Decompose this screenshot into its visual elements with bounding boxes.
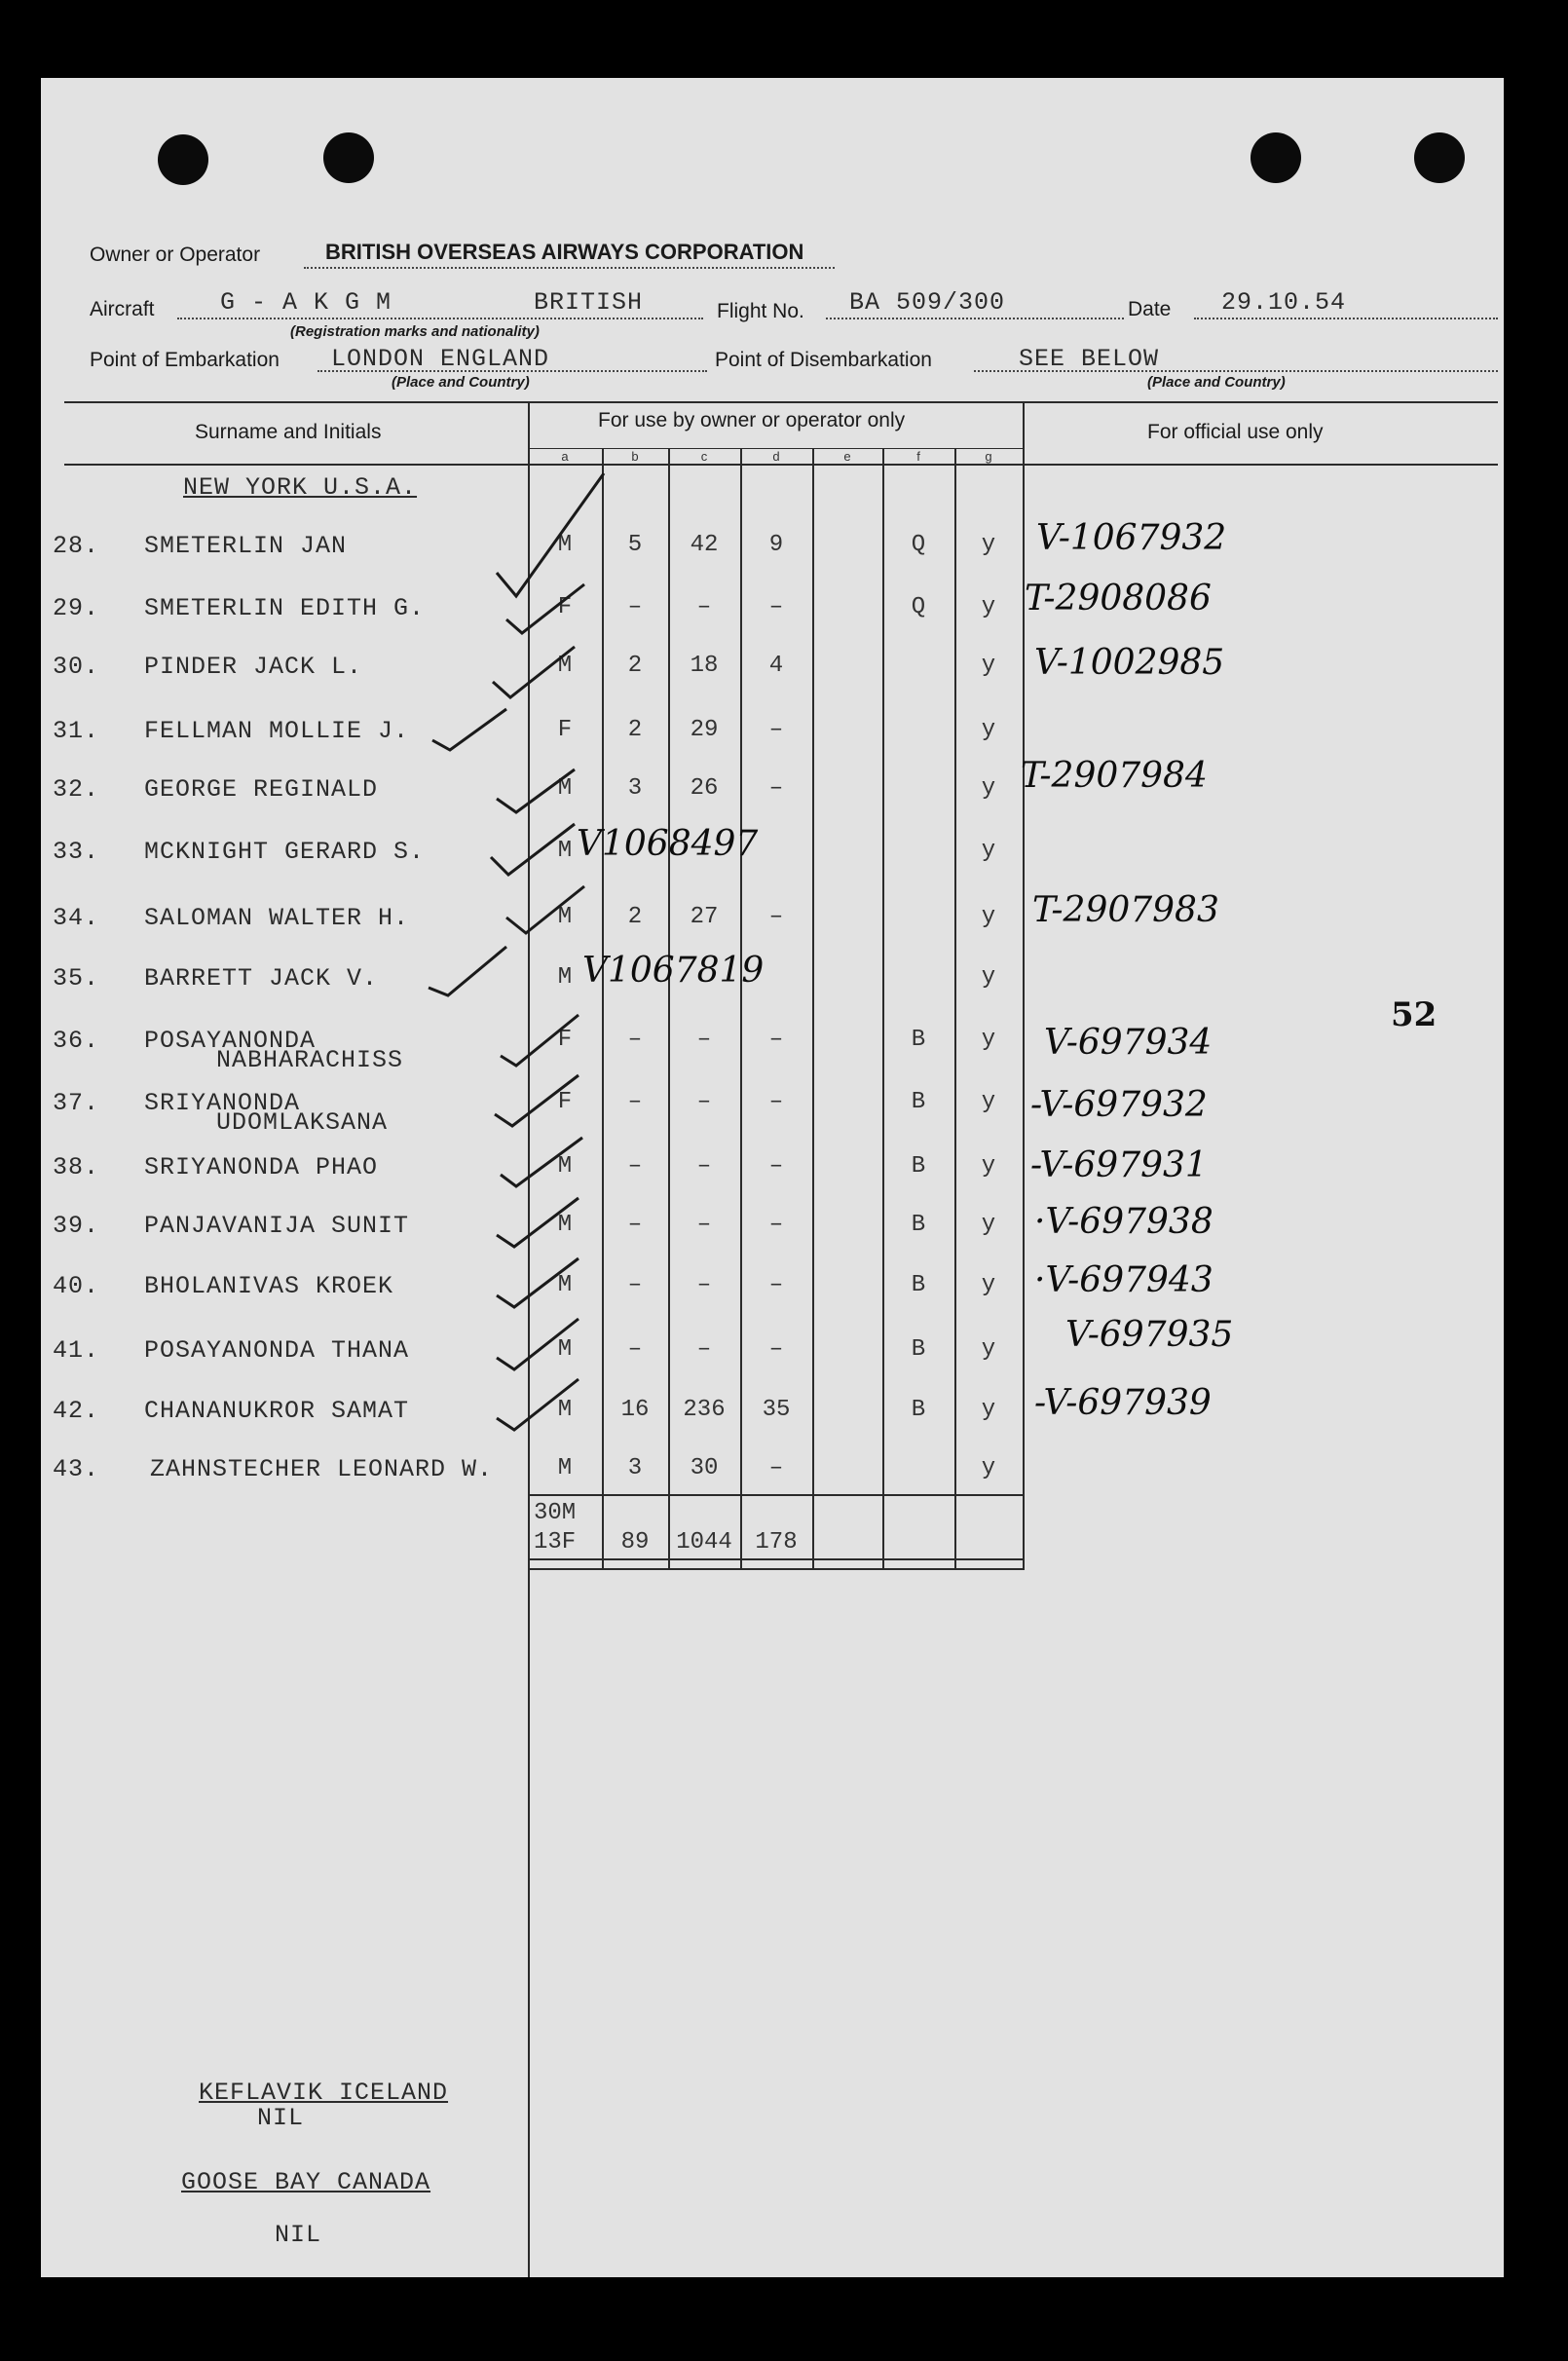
official-entry: V-697934 xyxy=(1044,1023,1213,1063)
row-number: 28. xyxy=(53,532,100,560)
official-entry: -V-697932 xyxy=(1030,1085,1208,1125)
row-number: 30. xyxy=(53,653,100,681)
cell-b: – xyxy=(627,1212,643,1238)
cell-c: 27 xyxy=(690,904,719,930)
cell-b: – xyxy=(627,1272,643,1298)
aircraft-label: Aircraft xyxy=(90,298,155,320)
cell-g: y xyxy=(981,594,996,620)
official-entry: ·V-697938 xyxy=(1034,1202,1213,1242)
cell-c: – xyxy=(696,1212,712,1238)
cell-c: 29 xyxy=(690,717,719,743)
owner-label: Owner or Operator xyxy=(90,244,261,266)
cell-f: B xyxy=(911,1089,926,1115)
passenger-name: FELLMAN MOLLIE J. xyxy=(144,717,410,745)
cell-g: y xyxy=(981,1397,996,1423)
row-number: 36. xyxy=(53,1027,100,1055)
cell-a: F xyxy=(557,1027,573,1053)
date-value: 29.10.54 xyxy=(1221,288,1347,317)
cell-a: M xyxy=(557,1455,573,1481)
cell-g: y xyxy=(981,1153,996,1180)
official-entry: -V-697931 xyxy=(1030,1145,1208,1185)
official-entry: T-2908086 xyxy=(1025,579,1212,618)
handwritten-entry: V1068497 xyxy=(577,824,759,864)
cell-b: 16 xyxy=(620,1397,650,1423)
cell-d: – xyxy=(768,1212,784,1238)
official-entry: ·V-697943 xyxy=(1034,1260,1213,1300)
date-label: Date xyxy=(1128,298,1172,320)
cell-a: M xyxy=(557,532,573,558)
passenger-name: POSAYANONDA THANA xyxy=(144,1336,410,1365)
passenger-name: PINDER JACK L. xyxy=(144,653,363,681)
cell-d: 9 xyxy=(768,532,784,558)
passenger-name: SALOMAN WALTER H. xyxy=(144,904,410,932)
cell-c: – xyxy=(696,1272,712,1298)
cell-a: F xyxy=(557,1089,573,1115)
cell-g: y xyxy=(981,964,996,991)
passenger-name-line2: NABHARACHISS xyxy=(216,1046,404,1074)
cell-f: B xyxy=(911,1272,926,1298)
row-number: 35. xyxy=(53,964,100,993)
stop1-place: KEFLAVIK ICELAND xyxy=(199,2079,449,2107)
cell-f: B xyxy=(911,1212,926,1238)
subcol-c: c xyxy=(700,449,708,464)
row-number: 41. xyxy=(53,1336,100,1365)
cell-c: – xyxy=(696,1336,712,1363)
cell-b: – xyxy=(627,1027,643,1053)
cell-a: F xyxy=(557,717,573,743)
passenger-name: SRIYANONDA xyxy=(144,1089,301,1117)
cell-d: – xyxy=(768,717,784,743)
cell-c: 42 xyxy=(690,532,719,558)
subcol-d: d xyxy=(772,449,780,464)
cell-d: – xyxy=(768,1089,784,1115)
cell-a: M xyxy=(557,838,573,864)
cell-f: Q xyxy=(911,594,926,620)
cell-f: B xyxy=(911,1397,926,1423)
cell-a: M xyxy=(557,964,573,991)
handwritten-entry: V1067819 xyxy=(582,951,765,991)
cell-g: y xyxy=(981,1455,996,1481)
subcol-g: g xyxy=(985,449,992,464)
row-number: 34. xyxy=(53,904,100,932)
cell-d: – xyxy=(768,594,784,620)
subcol-e: e xyxy=(843,449,851,464)
cell-c: – xyxy=(696,1027,712,1053)
cell-a: M xyxy=(557,904,573,930)
embark-note: (Place and Country) xyxy=(392,374,530,391)
row-number: 39. xyxy=(53,1212,100,1240)
cell-a: M xyxy=(557,653,573,679)
cell-b: – xyxy=(627,1089,643,1115)
cell-c: 26 xyxy=(690,775,719,802)
disembark-label: Point of Disembarkation xyxy=(715,349,932,371)
cell-d: – xyxy=(768,1027,784,1053)
disembark-note: (Place and Country) xyxy=(1147,374,1286,391)
cell-d: 35 xyxy=(762,1397,791,1423)
cell-a: M xyxy=(557,1153,573,1180)
cell-b: – xyxy=(627,1153,643,1180)
stop2-place: GOOSE BAY CANADA xyxy=(181,2168,431,2196)
official-entry: V-1067932 xyxy=(1036,518,1227,558)
passenger-name: ZAHNSTECHER LEONARD W. xyxy=(150,1455,494,1483)
cell-a: M xyxy=(557,1336,573,1363)
official-entry: T-2907984 xyxy=(1021,756,1208,796)
cell-b: 2 xyxy=(627,904,643,930)
cell-c: 236 xyxy=(683,1397,726,1423)
cell-g: y xyxy=(981,838,996,864)
official-entry: -V-697939 xyxy=(1034,1383,1212,1423)
cell-b: 2 xyxy=(627,717,643,743)
total-male: 30M xyxy=(534,1500,577,1526)
stop2-value: NIL xyxy=(275,2221,322,2249)
row-number: 43. xyxy=(53,1455,100,1483)
row-number: 32. xyxy=(53,775,100,804)
cell-g: y xyxy=(981,775,996,802)
total-c: 1044 xyxy=(676,1529,732,1555)
cell-f: B xyxy=(911,1336,926,1363)
row-number: 33. xyxy=(53,838,100,866)
cell-d: – xyxy=(768,1153,784,1180)
stop1-value: NIL xyxy=(257,2104,305,2132)
page-number: 52 xyxy=(1391,995,1437,1034)
subcol-a: a xyxy=(561,449,569,464)
flight-label: Flight No. xyxy=(717,300,804,322)
subcol-f: f xyxy=(916,449,920,464)
col-header-official: For official use only xyxy=(1147,421,1324,443)
row-number: 40. xyxy=(53,1272,100,1300)
cell-c: – xyxy=(696,1153,712,1180)
cell-f: B xyxy=(911,1027,926,1053)
total-b: 89 xyxy=(620,1529,650,1555)
cell-a: M xyxy=(557,1397,573,1423)
subcol-b: b xyxy=(631,449,639,464)
row-number: 42. xyxy=(53,1397,100,1425)
disembark-value: SEE BELOW xyxy=(1019,345,1160,373)
passenger-name: CHANANUKROR SAMAT xyxy=(144,1397,410,1425)
cell-g: y xyxy=(981,1027,996,1053)
cell-g: y xyxy=(981,653,996,679)
col-header-operator: For use by owner or operator only xyxy=(598,409,906,431)
cell-d: – xyxy=(768,1336,784,1363)
cell-c: 30 xyxy=(690,1455,719,1481)
cell-g: y xyxy=(981,1212,996,1238)
cell-b: 5 xyxy=(627,532,643,558)
row-number: 29. xyxy=(53,594,100,622)
cell-b: – xyxy=(627,1336,643,1363)
passenger-name: SMETERLIN JAN xyxy=(144,532,348,560)
cell-d: – xyxy=(768,904,784,930)
cell-f: Q xyxy=(911,532,926,558)
embark-label: Point of Embarkation xyxy=(90,349,280,371)
passenger-name: PANJAVANIJA SUNIT xyxy=(144,1212,410,1240)
official-entry: T-2907983 xyxy=(1032,890,1219,930)
cell-g: y xyxy=(981,1336,996,1363)
cell-f: B xyxy=(911,1153,926,1180)
cell-b: 2 xyxy=(627,653,643,679)
row-number: 31. xyxy=(53,717,100,745)
cell-g: y xyxy=(981,532,996,558)
passenger-name: GEORGE REGINALD xyxy=(144,775,379,804)
official-entry: V-697935 xyxy=(1065,1315,1234,1355)
passenger-name: BARRETT JACK V. xyxy=(144,964,379,993)
cell-a: F xyxy=(557,594,573,620)
cell-a: M xyxy=(557,775,573,802)
cell-g: y xyxy=(981,904,996,930)
cell-a: M xyxy=(557,1272,573,1298)
passenger-name-line2: UDOMLAKSANA xyxy=(216,1108,389,1137)
cell-b: – xyxy=(627,594,643,620)
col-header-surname: Surname and Initials xyxy=(195,421,382,443)
cell-b: 3 xyxy=(627,1455,643,1481)
passenger-name: BHOLANIVAS KROEK xyxy=(144,1272,394,1300)
embark-value: LONDON ENGLAND xyxy=(331,345,550,373)
row-number: 37. xyxy=(53,1089,100,1117)
cell-d: – xyxy=(768,1455,784,1481)
official-entry: V-1002985 xyxy=(1034,643,1225,683)
cell-g: y xyxy=(981,717,996,743)
cell-g: y xyxy=(981,1272,996,1298)
flight-number: BA 509/300 xyxy=(849,288,1006,317)
section-title: NEW YORK U.S.A. xyxy=(183,473,418,502)
owner-value: BRITISH OVERSEAS AIRWAYS CORPORATION xyxy=(325,240,804,264)
cell-g: y xyxy=(981,1089,996,1115)
cell-d: 4 xyxy=(768,653,784,679)
passenger-name: SMETERLIN EDITH G. xyxy=(144,594,426,622)
total-female: 13F xyxy=(534,1529,577,1555)
passenger-name: SRIYANONDA PHAO xyxy=(144,1153,379,1181)
cell-c: – xyxy=(696,1089,712,1115)
cell-a: M xyxy=(557,1212,573,1238)
total-d: 178 xyxy=(755,1529,798,1555)
aircraft-registration: G - A K G M xyxy=(220,288,392,317)
aircraft-note: (Registration marks and nationality) xyxy=(290,323,540,340)
passenger-name: POSAYANONDA xyxy=(144,1027,317,1055)
passenger-name: MCKNIGHT GERARD S. xyxy=(144,838,426,866)
cell-c: – xyxy=(696,594,712,620)
cell-d: – xyxy=(768,1272,784,1298)
aircraft-nationality: BRITISH xyxy=(534,288,644,317)
row-number: 38. xyxy=(53,1153,100,1181)
cell-c: 18 xyxy=(690,653,719,679)
cell-b: 3 xyxy=(627,775,643,802)
cell-d: – xyxy=(768,775,784,802)
